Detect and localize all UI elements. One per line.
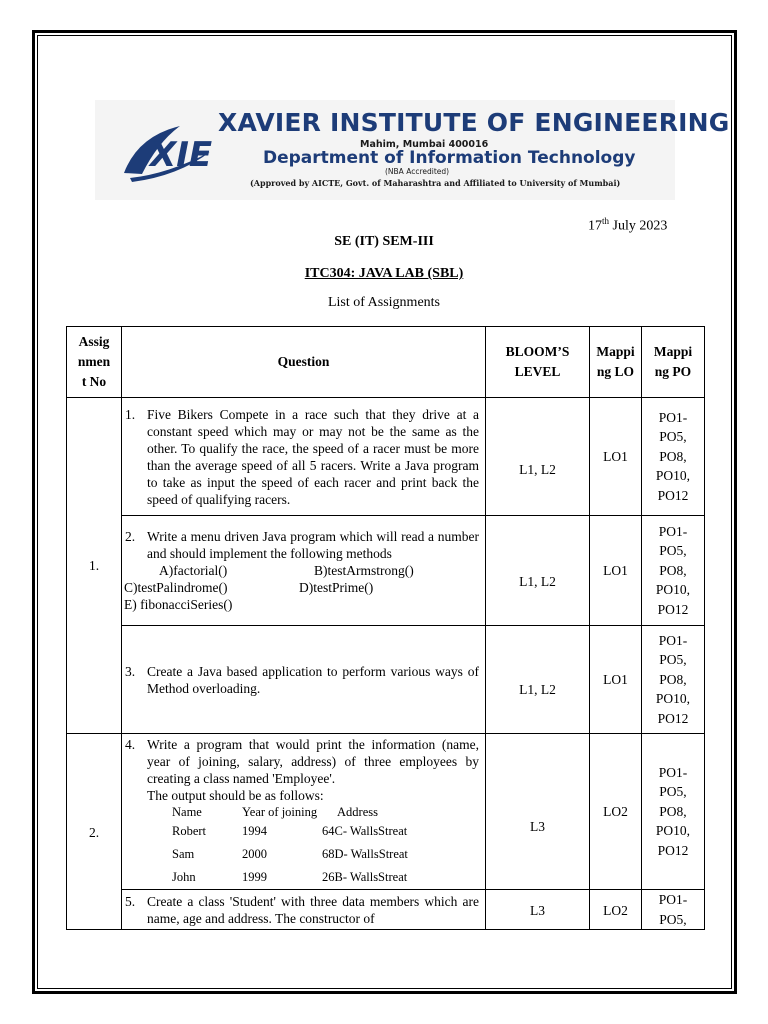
- table-row: [67, 890, 705, 930]
- question-cell: 5. Create a class 'Student' with three data members which are name, age and address. The constructor of: [122, 890, 486, 930]
- institute-logo-icon: [118, 118, 218, 184]
- mapping-lo-cell: LO1: [590, 516, 642, 626]
- blooms-level-cell: L3: [486, 890, 590, 930]
- table-row: [67, 516, 705, 626]
- svg-text:XIE: XIE: [150, 135, 213, 175]
- blooms-level-cell: L1, L2: [486, 626, 590, 734]
- blooms-level-cell: L3: [486, 734, 590, 890]
- department-name: Department of Information Technology: [263, 148, 636, 168]
- header-question: Question: [122, 327, 486, 398]
- institute-address: Mahim, Mumbai 400016: [360, 139, 489, 150]
- table-row: [67, 734, 705, 890]
- assignments-table: [66, 326, 705, 930]
- list-title: List of Assignments: [327, 295, 440, 310]
- header-blooms-level: BLOOM’S LEVEL: [486, 327, 590, 398]
- mapping-lo-cell: LO1: [590, 626, 642, 734]
- course-heading: ITC304: JAVA LAB (SBL): [304, 266, 464, 281]
- semester-heading: SE (IT) SEM-III: [334, 234, 434, 249]
- table-row: [67, 626, 705, 734]
- question-cell: 4. Write a program that would print the information (name, year of joining, salary, address) of three employees by creating a class named 'Employee'. The output should be as follows: Name Year of joining Address Robert 1994 64C- WallsStreat Sam 2000 68D- WallsStreat John 1999 26B- WallsStreat: [122, 734, 486, 890]
- question-cell: 1. Five Bikers Compete in a race such that they drive at a constant speed which may or may not be the same as the other. To qualify the race, the speed of a racer must be more than the average speed of all 5 racers. Write a Java program to take as input the speed of each racer and print back the speed of qualifying racers.: [122, 398, 486, 516]
- mapping-lo-cell: LO2: [590, 734, 642, 890]
- blooms-level-cell: L1, L2: [486, 398, 590, 516]
- sample-output-table: Name Year of joining Address Robert 1994 64C- WallsStreat Sam 2000 68D- WallsStreat John 1999 26B- WallsStreat: [172, 804, 408, 884]
- mapping-po-cell: PO1- PO5, PO8, PO10, PO12: [642, 516, 705, 626]
- blooms-level-cell: L1, L2: [486, 516, 590, 626]
- mapping-po-cell: PO1- PO5,: [642, 890, 705, 930]
- table-header-row: [67, 327, 705, 398]
- question-cell: 2. Write a menu driven Java program which will read a number and should implement the following methods A)factorial() B)testArmstrong() C)testPalindrome() D)testPrime() E) fibonacciSeries(): [122, 516, 486, 626]
- mapping-po-cell: PO1- PO5, PO8, PO10, PO12: [642, 734, 705, 890]
- header-assignment-no: Assig nmen t No: [67, 327, 122, 398]
- mapping-po-cell: PO1- PO5, PO8, PO10, PO12: [642, 398, 705, 516]
- mapping-po-cell: PO1- PO5, PO8, PO10, PO12: [642, 626, 705, 734]
- document-date: 17th July 2023: [588, 216, 668, 234]
- assignment-group-number: 1.: [67, 398, 122, 734]
- header-mapping-lo: Mappi ng LO: [590, 327, 642, 398]
- mapping-lo-cell: LO1: [590, 398, 642, 516]
- assignment-group-number: 2.: [67, 734, 122, 930]
- table-row: [67, 398, 705, 516]
- header-mapping-po: Mappi ng PO: [642, 327, 705, 398]
- institute-name: XAVIER INSTITUTE OF ENGINEERING: [218, 108, 730, 137]
- question-cell: 3. Create a Java based application to perform various ways of Method overloading.: [122, 626, 486, 734]
- accreditation-note: (NBA Accredited): [385, 167, 450, 176]
- approval-note: (Approved by AICTE, Govt. of Maharashtra and Affiliated to University of Mumbai): [250, 178, 621, 188]
- mapping-lo-cell: LO2: [590, 890, 642, 930]
